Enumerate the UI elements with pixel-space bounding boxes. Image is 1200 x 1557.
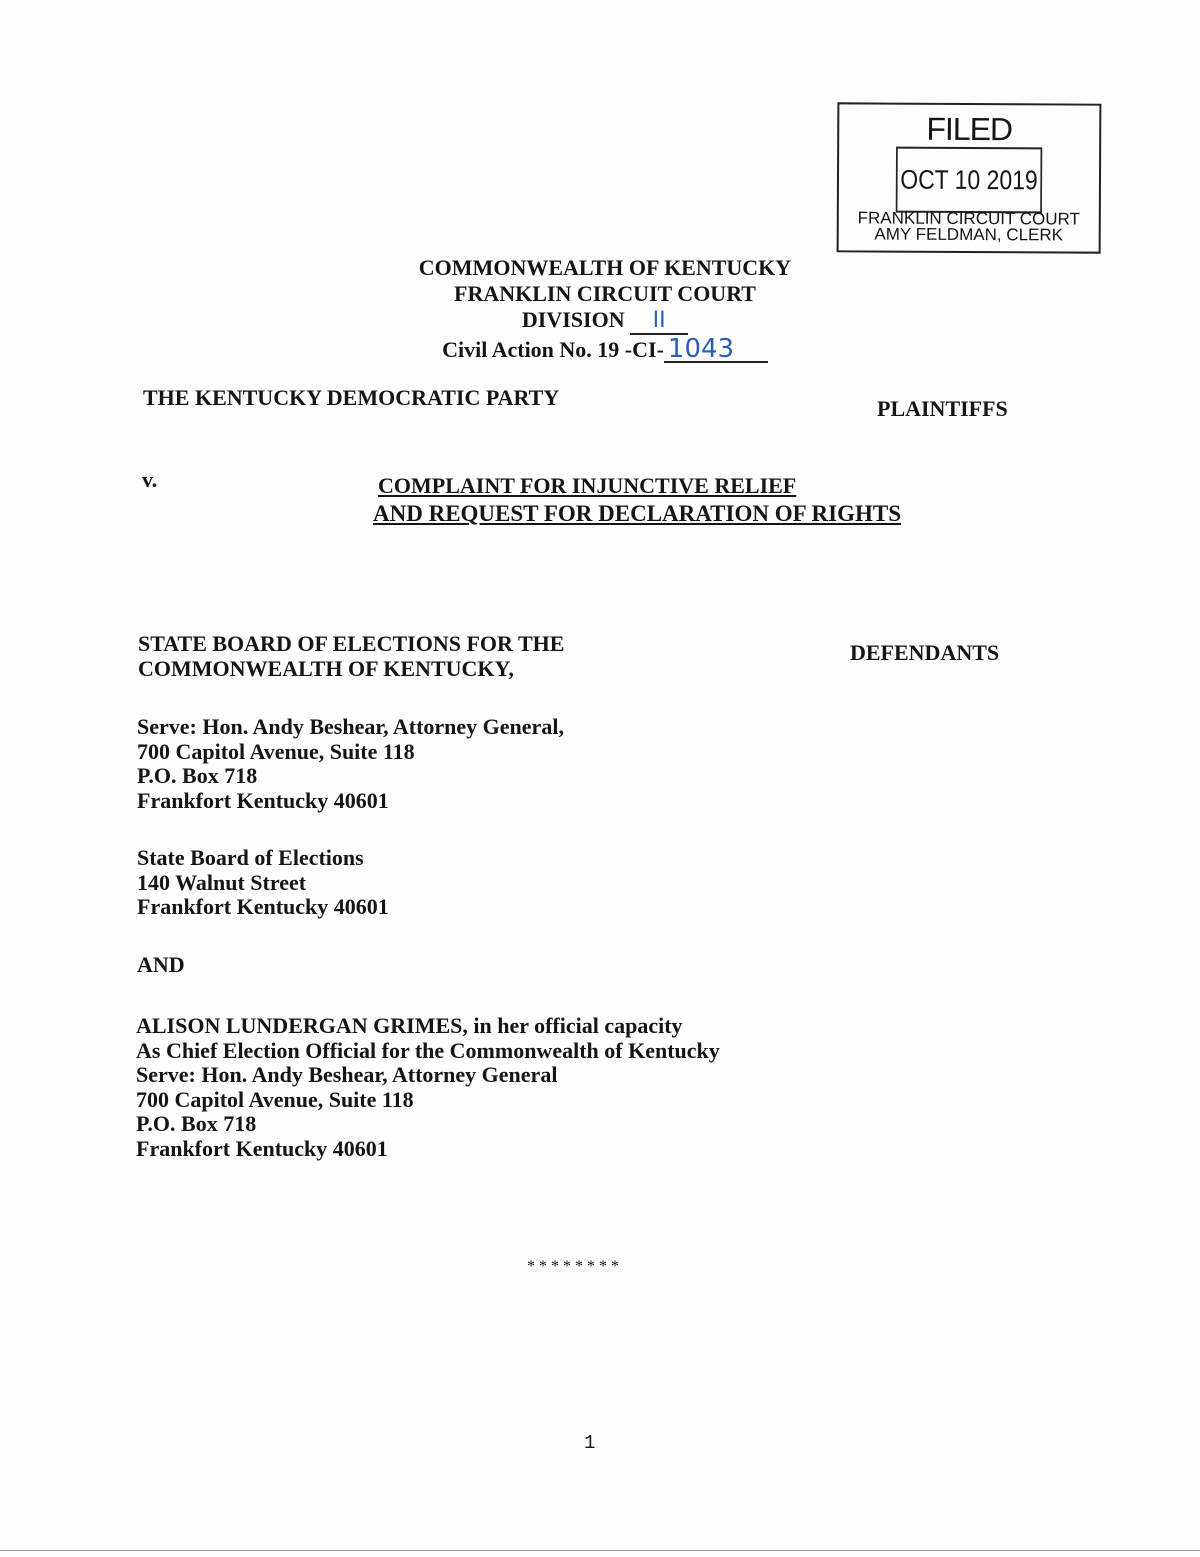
defendant-1-line: STATE BOARD OF ELECTIONS FOR THE <box>138 631 565 656</box>
stamp-date: OCT 10 2019 <box>896 147 1043 214</box>
defendant-role: DEFENDANTS <box>850 640 1000 665</box>
defendant-2 <box>136 1014 720 1161</box>
address-line: State Board of Elections <box>137 845 364 870</box>
address-line: Serve: Hon. Andy Beshear, Attorney General, <box>137 714 564 739</box>
civil-action-number: 1043 <box>664 337 768 363</box>
defendant-2-line: 700 Capitol Avenue, Suite 118 <box>136 1086 414 1112</box>
address-line: 700 Capitol Avenue, Suite 118 <box>137 738 415 764</box>
plaintiff-name: THE KENTUCKY DEMOCRATIC PARTY <box>143 385 560 410</box>
page-number: 1 <box>584 1432 596 1454</box>
address-line: Frankfort Kentucky 40601 <box>137 787 389 813</box>
complaint-title-line-1: COMPLAINT FOR INJUNCTIVE RELIEF <box>378 473 797 498</box>
versus: v. <box>142 467 158 492</box>
address-line: 140 Walnut Street <box>137 869 307 895</box>
address-line: Frankfort Kentucky 40601 <box>137 894 389 919</box>
court-caption <box>380 256 830 363</box>
division-value: II <box>630 309 688 335</box>
stamp-clerk: AMY FELDMAN, CLERK <box>874 224 1064 245</box>
division <box>380 308 830 335</box>
civil-action <box>380 334 830 364</box>
defendant-1-line: COMMONWEALTH OF KENTUCKY, <box>138 655 514 681</box>
stamp-court <box>839 210 1099 243</box>
stamp-title: FILED <box>926 110 1013 148</box>
defendant-2-line: ALISON LUNDERGAN GRIMES, in her official capacity <box>136 1013 683 1038</box>
defendant-2-line: As Chief Election Official for the Commonwealth of Kentucky <box>136 1037 720 1063</box>
complaint-title-line-2: AND REQUEST FOR DECLARATION OF RIGHTS <box>373 501 902 526</box>
stamp-court-name: FRANKLIN CIRCUIT COURT <box>857 208 1080 229</box>
and-label: AND <box>137 952 185 977</box>
address-2 <box>137 846 389 920</box>
division-label: DIVISION <box>521 307 625 332</box>
defendant-2-line: Serve: Hon. Andy Beshear, Attorney General <box>136 1062 558 1087</box>
separator: * * * * * * * * <box>527 1258 619 1275</box>
defendant-1 <box>138 632 564 681</box>
serve-address-1 <box>137 715 564 813</box>
defendant-2-line: P.O. Box 718 <box>136 1111 257 1136</box>
address-line: P.O. Box 718 <box>137 763 258 788</box>
defendant-2-line: Frankfort Kentucky 40601 <box>136 1135 388 1161</box>
civil-action-label: Civil Action No. 19 -CI- <box>442 337 664 362</box>
caption-line-1: COMMONWEALTH OF KENTUCKY <box>418 255 792 280</box>
filed-stamp <box>837 102 1102 253</box>
caption-line-2: FRANKLIN CIRCUIT COURT <box>454 281 756 306</box>
scan-edge-line <box>0 1550 1200 1551</box>
plaintiff-role: PLAINTIFFS <box>877 396 1008 421</box>
